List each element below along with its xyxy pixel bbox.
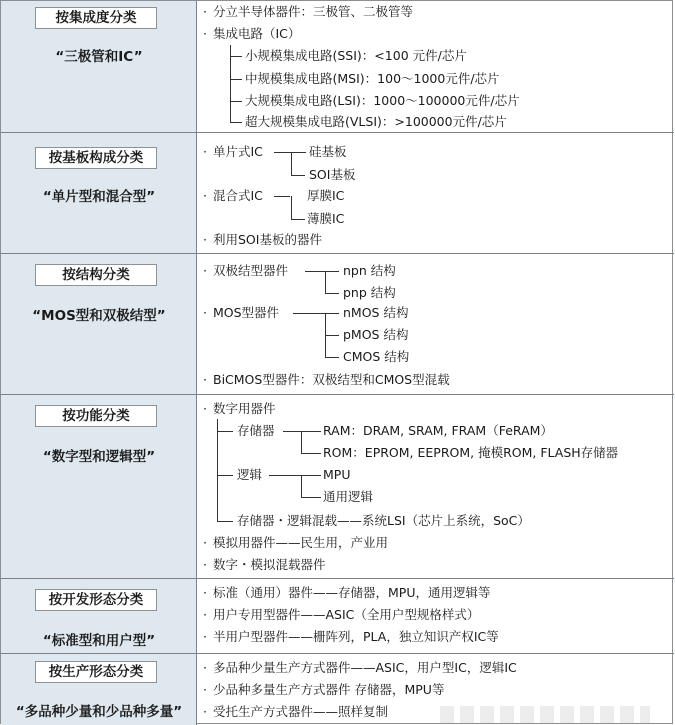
section-label-cell xyxy=(1,395,197,578)
section-tag: 按功能分类 xyxy=(35,405,157,427)
section-substrate xyxy=(1,133,674,254)
item-text: 混合式IC xyxy=(213,188,263,203)
section-function xyxy=(1,395,674,579)
section-content: · 双极结型器件 npn 结构 pnp 结构 · MOS型器件 nMOS 结构 pMOS 结构 CMOS 结构 · BiCMOS型器件：双极结型和CMOS型混载 xyxy=(203,263,450,387)
item-text: 硅基板 xyxy=(309,144,347,159)
item-text: 模拟用器件——民生用，产业用 xyxy=(213,535,389,550)
section-tag: 按开发形态分类 xyxy=(35,589,157,611)
section-label-cell xyxy=(1,1,197,132)
item-text: SOI基板 xyxy=(309,167,356,182)
section-development xyxy=(1,579,674,654)
section-subtitle: “单片型和混合型” xyxy=(42,189,156,205)
item-text: npn 结构 xyxy=(343,263,396,278)
section-subtitle: “标准型和用户型” xyxy=(42,633,156,649)
item-text: nMOS 结构 xyxy=(343,305,409,320)
section-tag: 按结构分类 xyxy=(35,264,157,286)
item-text: 通用逻辑 xyxy=(323,489,374,504)
item-text: 受托生产方式器件——照样复制 xyxy=(213,704,389,719)
section-subtitle: “MOS型和双极结型” xyxy=(32,308,166,324)
item-text: ROM：EPROM, EEPROM, 掩模ROM, FLASH存储器 xyxy=(323,445,619,460)
section-tag: 按集成度分类 xyxy=(35,7,157,29)
section-content: · 多品种少量生产方式器件——ASIC，用户型IC，逻辑IC · 少品种多量生产方式器件 存储器，MPU等 · 受托生产方式器件——照样复制 xyxy=(203,660,517,719)
section-tag: 按基板构成分类 xyxy=(35,147,157,169)
section-content: · 标准（通用）器件——存储器，MPU，通用逻辑等 · 用户专用型器件——ASIC（全用户型规格样式） · 半用户型器件——栅阵列，PLA，独立知识产权IC等 xyxy=(203,585,499,644)
item-text: 用户专用型器件——ASIC（全用户型规格样式） xyxy=(213,607,480,622)
item-text: pnp 结构 xyxy=(343,285,396,300)
section-tag: 按生产形态分类 xyxy=(35,661,157,683)
section-content: · 单片式IC 硅基板 SOI基板 · 混合式IC 厚膜IC 薄膜IC · 利用SOI基板的器件 xyxy=(203,144,356,247)
item-text: 中规模集成电路(MSI)：100～1000元件/芯片 xyxy=(245,71,500,86)
section-structure xyxy=(1,254,674,395)
item-text: 存储器 xyxy=(237,423,275,438)
item-text: 半用户型器件——栅阵列，PLA，独立知识产权IC等 xyxy=(213,629,499,644)
item-text: MOS型器件 xyxy=(213,305,280,320)
section-integration xyxy=(1,1,674,133)
section-label-cell xyxy=(1,254,197,394)
item-text: 超大规模集成电路(VLSI)：>100000元件/芯片 xyxy=(245,114,507,129)
item-text: 双极结型器件 xyxy=(213,263,289,278)
item-text: MPU xyxy=(323,467,351,482)
item-text: 多品种少量生产方式器件——ASIC，用户型IC，逻辑IC xyxy=(213,660,517,675)
item-text: 利用SOI基板的器件 xyxy=(213,232,322,247)
section-content: · 数字用器件 存储器 RAM：DRAM, SRAM, FRAM（FeRAM） ROM：EPROM, EEPROM, 掩模ROM, FLASH存储器 逻辑 MPU 通用逻辑 存储器・逻辑混载——系统LSI（芯片上系统，SoC） · 模拟用器件——民生用，产业用 · 数字・模拟混载器件 xyxy=(203,401,619,572)
section-subtitle: “数字型和逻辑型” xyxy=(42,449,156,465)
item-text: 单片式IC xyxy=(213,144,263,159)
section-label-cell xyxy=(1,579,197,653)
item-text: RAM：DRAM, SRAM, FRAM（FeRAM） xyxy=(323,423,553,438)
item-text: 逻辑 xyxy=(237,467,263,482)
item-text: 厚膜IC xyxy=(307,188,345,203)
section-subtitle: “多品种少量和少品种多量” xyxy=(15,704,183,720)
item-text: 少品种多量生产方式器件 存储器，MPU等 xyxy=(213,682,445,697)
item-text: pMOS 结构 xyxy=(343,327,409,342)
section-content: · 分立半导体器件：三极管、二极管等 · 集成电路（IC） 小规模集成电路(SSI)：<100 元件/芯片 中规模集成电路(MSI)：100～1000元件/芯片 大规模集成电路(LSI)：1000～100000元件/芯片 超大规模集成电路(VLSI)：>100000元件/芯片 xyxy=(203,4,520,129)
item-text: 小规模集成电路(SSI)：<100 元件/芯片 xyxy=(245,48,467,63)
item-text: 存储器・逻辑混载——系统LSI（芯片上系统，SoC） xyxy=(237,513,530,528)
item-text: BiCMOS型器件：双极结型和CMOS型混载 xyxy=(213,372,450,387)
item-text: 标准（通用）器件——存储器，MPU，通用逻辑等 xyxy=(213,585,491,600)
item-text: 集成电路（IC） xyxy=(213,26,301,41)
section-label-cell xyxy=(1,654,197,725)
item-text: 分立半导体器件：三极管、二极管等 xyxy=(213,4,414,19)
item-text: 薄膜IC xyxy=(307,211,345,226)
watermark xyxy=(440,706,650,724)
section-label-cell xyxy=(1,133,197,253)
item-text: CMOS 结构 xyxy=(343,349,410,364)
item-text: 数字用器件 xyxy=(213,401,276,416)
item-text: 大规模集成电路(LSI)：1000～100000元件/芯片 xyxy=(245,93,520,108)
section-subtitle: “三极管和IC” xyxy=(55,49,143,65)
item-text: 数字・模拟混载器件 xyxy=(213,557,326,572)
